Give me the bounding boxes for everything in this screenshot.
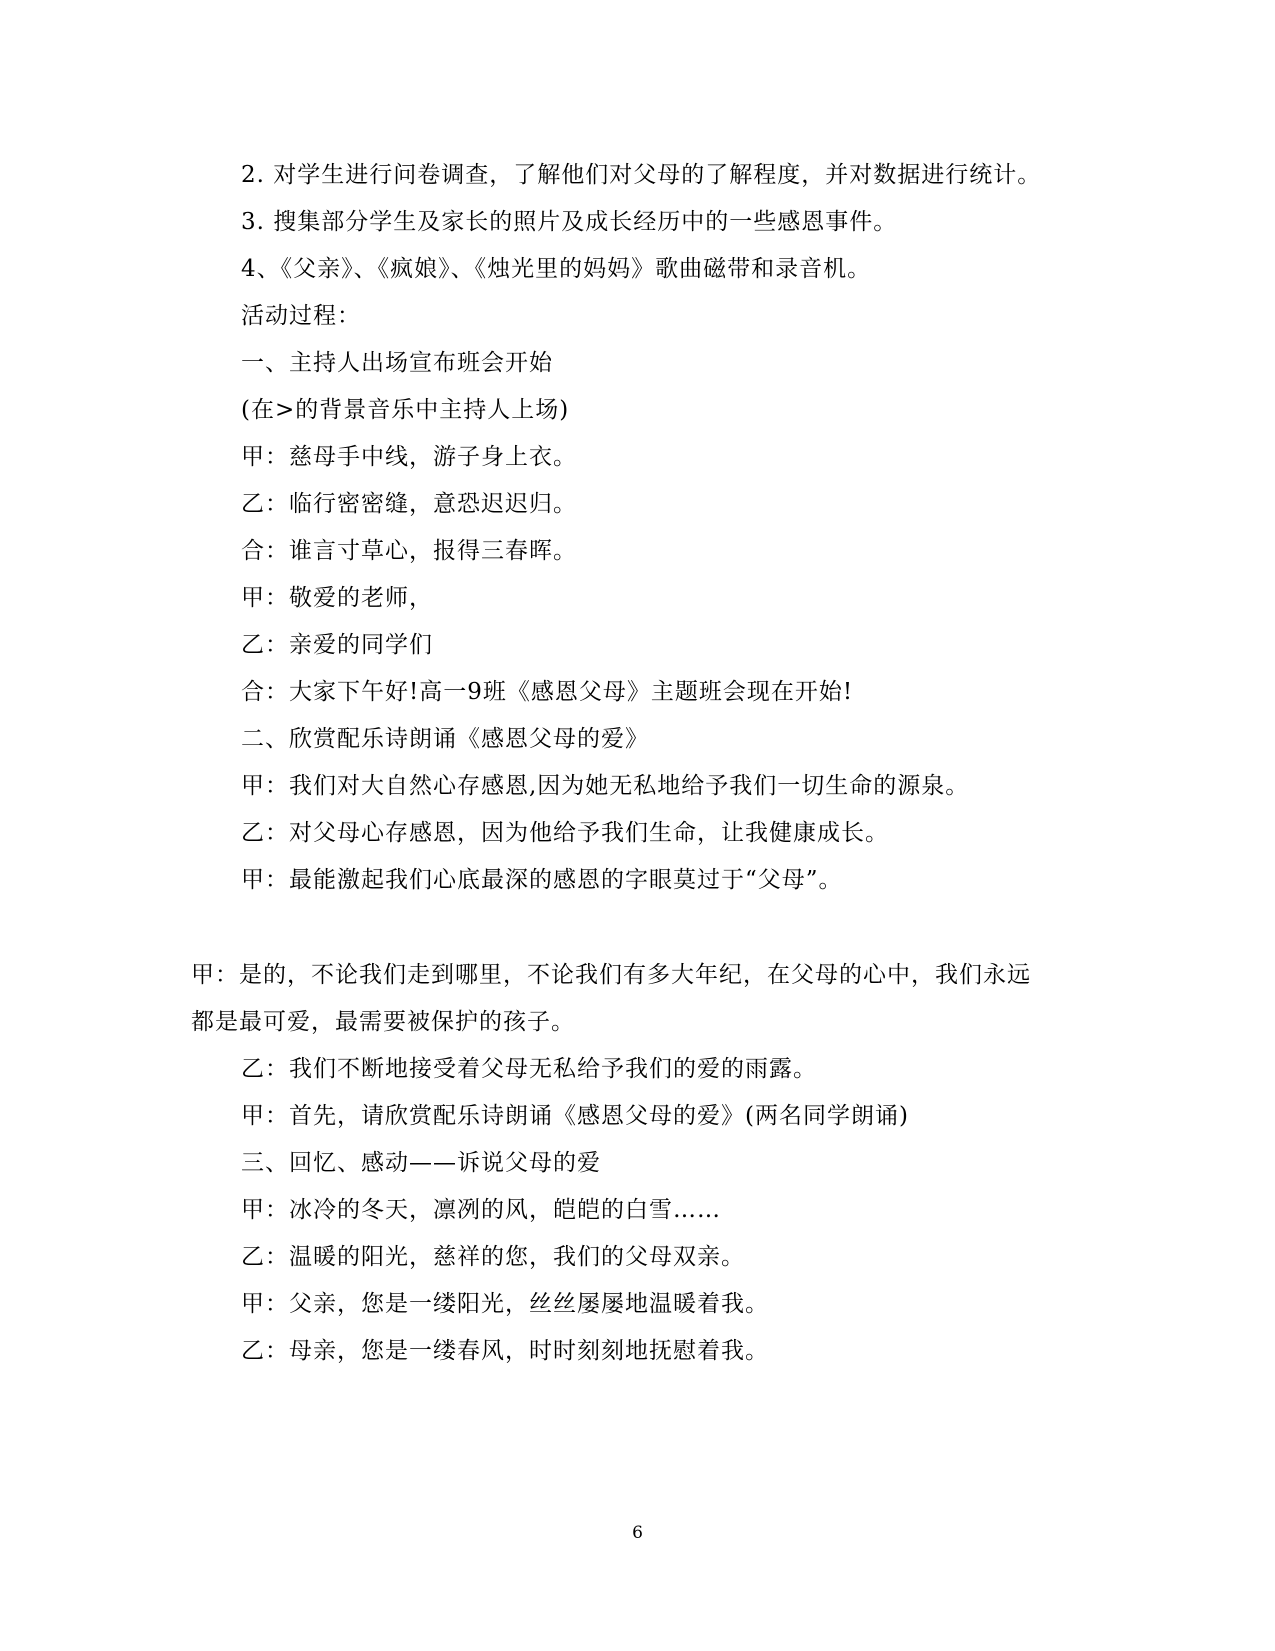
dialogue-line: 乙：亲爱的同学们: [241, 632, 433, 658]
section-heading: 一、主持人出场宣布班会开始: [241, 350, 553, 376]
dialogue-line: 乙：母亲，您是一缕春风，时时刻刻地抚慰着我。: [241, 1338, 769, 1364]
text-line: 2. 对学生进行问卷调查，了解他们对父母的了解程度，并对数据进行统计。: [241, 162, 1042, 188]
dialogue-line: 合：大家下午好!高一9班《感恩父母》主题班会现在开始!: [241, 679, 854, 705]
dialogue-line: 甲：父亲，您是一缕阳光，丝丝屡屡地温暖着我。: [241, 1291, 769, 1317]
section-heading: 二、欣赏配乐诗朗诵《感恩父母的爱》: [241, 726, 649, 752]
dialogue-line: 乙：我们不断地接受着父母无私给予我们的爱的雨露。: [241, 1056, 817, 1082]
dialogue-line: 乙：对父母心存感恩，因为他给予我们生命，让我健康成长。: [241, 820, 889, 846]
dialogue-line: 甲：最能激起我们心底最深的感恩的字眼莫过于“父母”。: [241, 867, 843, 893]
dialogue-line: 甲：敬爱的老师，: [241, 585, 433, 611]
dialogue-line: 甲：慈母手中线，游子身上衣。: [241, 444, 577, 470]
text-line: 3. 搜集部分学生及家长的照片及成长经历中的一些感恩事件。: [241, 209, 898, 235]
section-heading: 三、回忆、感动——诉说父母的爱: [241, 1150, 601, 1176]
dialogue-line: 甲：我们对大自然心存感恩,因为她无私地给予我们一切生命的源泉。: [241, 773, 970, 799]
dialogue-line: 甲：冰冷的冬天，凛冽的风，皑皑的白雪……: [241, 1197, 721, 1223]
text-line: 4、《父亲》、《疯娘》、《烛光里的妈妈》歌曲磁带和录音机。: [241, 256, 872, 282]
dialogue-line: 乙：温暖的阳光，慈祥的您，我们的父母双亲。: [241, 1244, 745, 1270]
dialogue-paragraph-line: 甲：是的，不论我们走到哪里，不论我们有多大年纪，在父母的心中，我们永远: [191, 962, 1031, 988]
page-number: 6: [632, 1523, 643, 1543]
dialogue-line: 乙：临行密密缝，意恐迟迟归。: [241, 491, 577, 517]
dialogue-line: 甲：首先，请欣赏配乐诗朗诵《感恩父母的爱》(两名同学朗诵): [241, 1103, 909, 1129]
stage-direction: (在>的背景音乐中主持人上场): [241, 397, 570, 423]
dialogue-line: 合：谁言寸草心，报得三春晖。: [241, 538, 577, 564]
section-label: 活动过程：: [241, 303, 361, 329]
dialogue-paragraph-line: 都是最可爱，最需要被保护的孩子。: [191, 1009, 575, 1035]
